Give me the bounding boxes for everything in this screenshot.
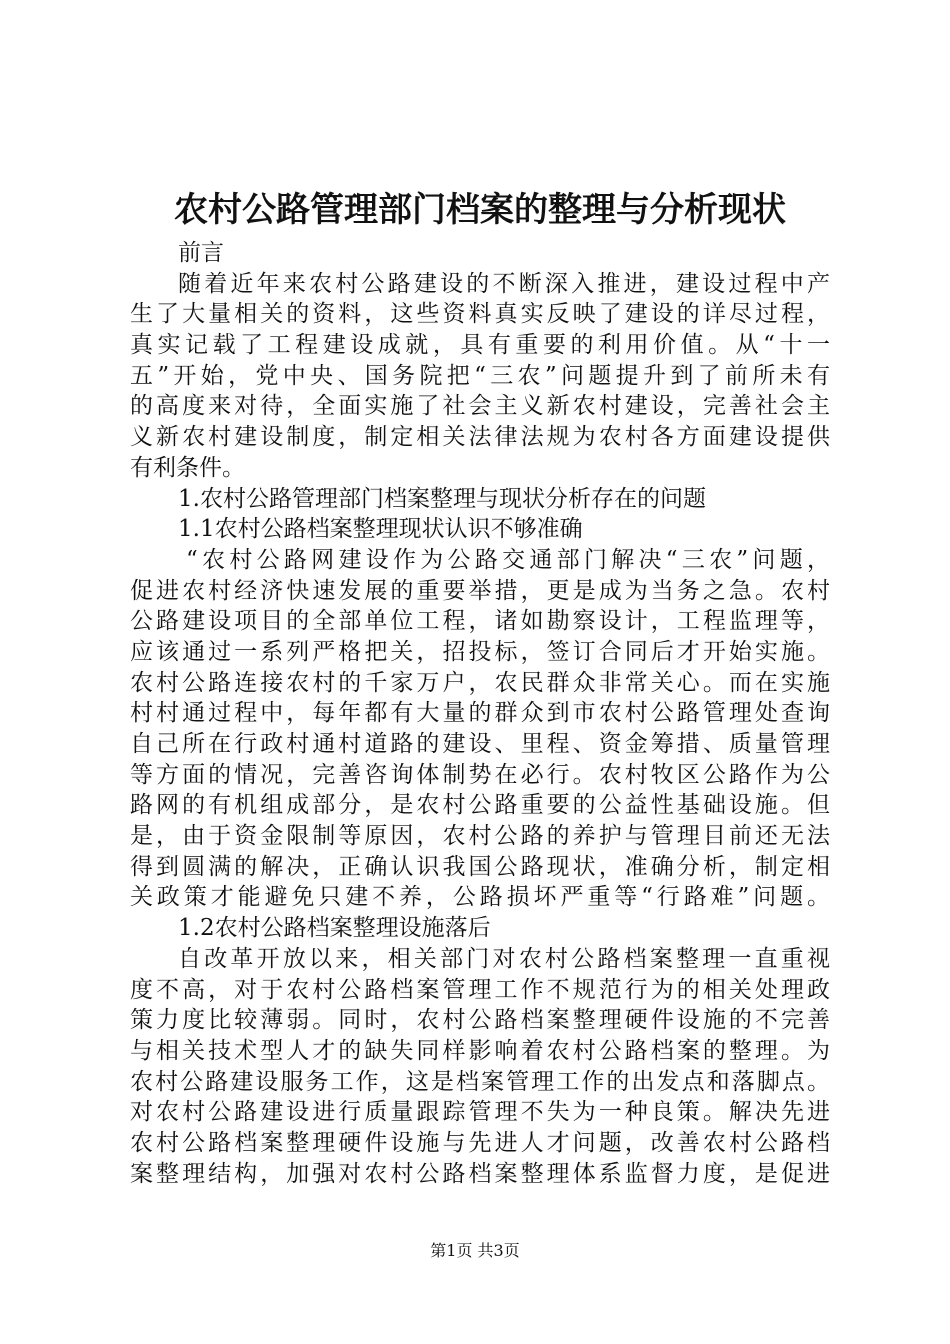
body-line: 前言 (178, 240, 224, 266)
body-line: 公路建设项目的全部单位工程，诸如勘察设计，工程监理等， (130, 608, 830, 635)
body-line: 自己所在行政村通村道路的建设、里程、资金筹措、质量管理 (130, 731, 830, 757)
body-line: 案整理结构，加强对农村公路档案整理体系监督力度，是促进 (130, 1160, 830, 1187)
body-line: 与相关技术型人才的缺失同样影响着农村公路档案的整理。为 (130, 1037, 830, 1064)
body-line: 应该通过一系列严格把关，招投标，签订合同后才开始实施。 (130, 638, 830, 665)
body-line: 的高度来对待，全面实施了社会主义新农村建设，完善社会主 (130, 393, 830, 420)
body-line: 随着近年来农村公路建设的不断深入推进，建设过程中产 (178, 270, 830, 297)
document-body (130, 238, 830, 1189)
body-line: 等方面的情况，完善咨询体制势在必行。农村牧区公路作为公 (130, 761, 830, 788)
body-line: 农村公路档案整理硬件设施与先进人才问题，改善农村公路档 (130, 1129, 830, 1156)
body-line: 真实记载了工程建设成就，具有重要的利用价值。从“十一 (130, 332, 830, 359)
body-line: 农村公路建设服务工作，这是档案管理工作的出发点和落脚点。 (130, 1068, 830, 1095)
page-footer: 第1页 共3页 (430, 1241, 520, 1260)
body-line: “农村公路网建设作为公路交通部门解决“三农”问题， (186, 546, 830, 573)
body-line: 路网的有机组成部分，是农村公路重要的公益性基础设施。但 (130, 792, 830, 819)
body-line: 义新农村建设制度，制定相关法律法规为农村各方面建设提供 (130, 424, 830, 451)
document-title: 农村公路管理部门档案的整理与分析现状 (174, 190, 786, 230)
body-line: 五”开始，党中央、国务院把“三农”问题提升到了前所未有 (130, 362, 830, 389)
body-line: 度不高，对于农村公路档案管理工作不规范行为的相关处理政 (130, 976, 830, 1003)
body-line: 有利条件。 (130, 454, 245, 481)
body-line: 是，由于资金限制等原因，农村公路的养护与管理目前还无法 (130, 823, 830, 850)
body-line: 村村通过程中，每年都有大量的群众到市农村公路管理处查询 (130, 700, 830, 727)
body-line: 对农村公路建设进行质量跟踪管理不失为一种良策。解决先进 (130, 1099, 830, 1126)
body-line: 农村公路连接农村的千家万户，农民群众非常关心。而在实施 (130, 669, 830, 696)
body-line: 1.1农村公路档案整理现状认识不够准确 (178, 516, 583, 543)
body-line: 自改革开放以来，相关部门对农村公路档案整理一直重视 (178, 945, 830, 972)
body-line: 促进农村经济快速发展的重要举措，更是成为当务之急。农村 (130, 577, 830, 604)
body-line: 关政策才能避免只建不养，公路损坏严重等“行路难”问题。 (130, 884, 830, 911)
body-line: 1.农村公路管理部门档案整理与现状分析存在的问题 (178, 485, 706, 512)
body-line: 得到圆满的解决，正确认识我国公路现状，准确分析，制定相 (130, 853, 830, 880)
body-line: 策力度比较薄弱。同时，农村公路档案整理硬件设施的不完善 (130, 1007, 830, 1034)
body-line: 生了大量相关的资料，这些资料真实反映了建设的详尽过程， (130, 301, 830, 328)
body-line: 1.2农村公路档案整理设施落后 (178, 915, 491, 942)
